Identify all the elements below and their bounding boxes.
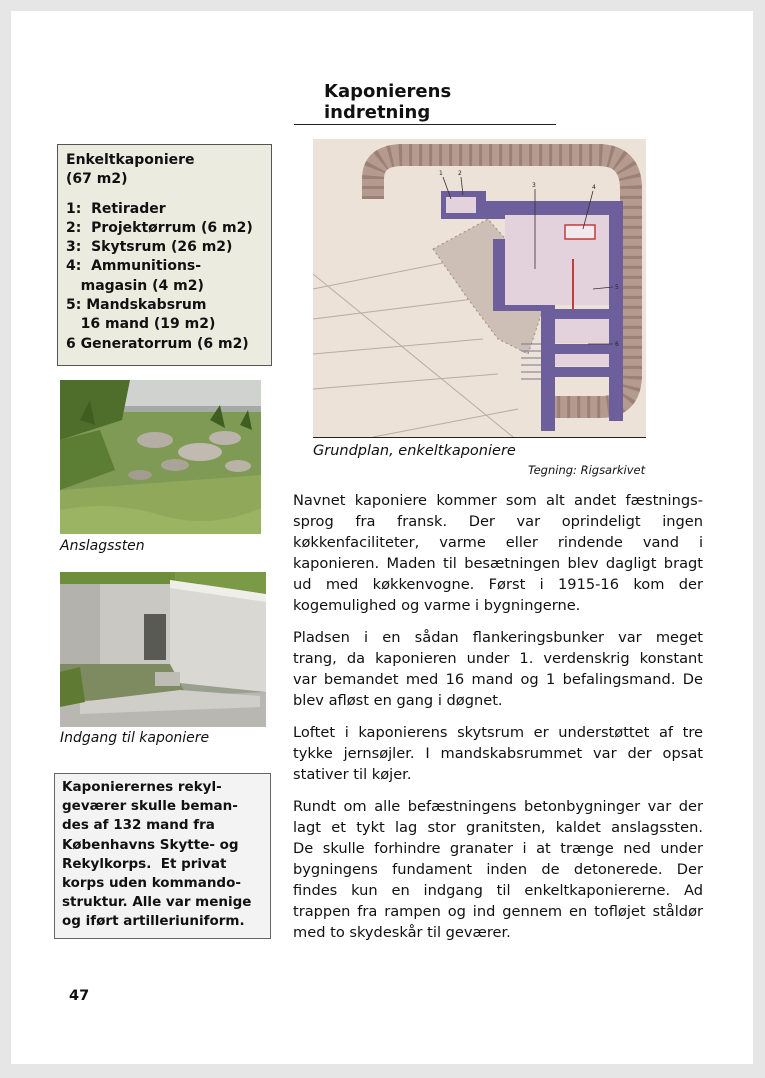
note-line: korps uden kommando-	[62, 875, 241, 892]
note-line: og iført artilleriuniform.	[62, 913, 245, 930]
text-line: Loftet i kaponierens skytsrum er understøttet af tre	[293, 724, 703, 741]
room-list-line: 2: Projektørrum (6 m2)	[66, 219, 253, 236]
floor-plan	[313, 139, 646, 438]
note-line: Rekylkorps. Et privat	[62, 855, 227, 872]
text-line: kogemulighed og varme i bygningerne.	[293, 597, 581, 614]
text-line: var bemandet med 16 mand og 1 befalingsmand. De	[293, 671, 703, 688]
text-line: bygningens fundament inden de detonerede. Der	[293, 861, 703, 878]
note-line: Kaponierernes rekyl-	[62, 779, 222, 795]
plan-label-5: 5	[615, 284, 619, 291]
paragraph	[293, 627, 703, 711]
text-line: trang, da kaponieren under 1. verdenskrig konstant	[293, 650, 703, 667]
text-line: Pladsen i en sådan flankeringsbunker var meget	[293, 629, 703, 646]
text-line: lagt et tykt lag stor granitsten, kaldet anslagssten.	[293, 819, 703, 836]
note-line: des af 132 mand fra	[62, 817, 215, 834]
paragraph	[293, 722, 703, 785]
room-list-line: 4: Ammunitions-	[66, 258, 202, 275]
anslagssten-image	[60, 380, 261, 534]
text-line: ud med køkkenvogne. Først i 1915-16 kom der	[293, 576, 703, 593]
anslagssten-photo	[60, 380, 261, 534]
text-line: sprog fra fransk. Der var oprindeligt ingen	[293, 513, 703, 530]
room-list-line: magasin (4 m2)	[66, 277, 204, 294]
text-line: blev afløst en gang i døgnet.	[293, 692, 503, 709]
room-list-gap	[66, 190, 263, 200]
text-line: kaponieren. Maden til besætningen blev dagligt bragt	[293, 555, 703, 572]
note-line: Københavns Skytte- og	[62, 836, 239, 853]
room-list-line: Enkeltkaponiere	[66, 152, 195, 168]
plan-label-2: 2	[458, 170, 462, 177]
paragraph	[293, 796, 703, 943]
plan-label-4: 4	[592, 184, 596, 191]
paragraph	[293, 490, 703, 616]
text-line: findes kun en indgang til enkeltkaponiererne. Ad	[293, 882, 703, 899]
plan-credit: Tegning: Rigsarkivet	[528, 463, 646, 477]
room-list-line: 6 Generatorrum (6 m2)	[66, 335, 249, 352]
room-list-box	[57, 144, 272, 366]
note-line: geværer skulle beman-	[62, 798, 238, 815]
page-title: Kaponierens indretning	[294, 81, 556, 125]
body-text	[293, 490, 703, 954]
text-line: Navnet kaponiere kommer som alt andet fæstnings-	[293, 492, 703, 509]
text-line: trappen fra rampen og ind gennem en tofløjet ståldør	[293, 903, 703, 920]
text-line: stativer til køjer.	[293, 766, 412, 783]
page-number: 47	[69, 988, 90, 1004]
indgang-caption: Indgang til kaponiere	[60, 730, 210, 746]
text-line: De skulle forhindre granater i at trænge ned under	[293, 840, 703, 857]
indgang-photo	[60, 572, 266, 727]
text-line: med to skydeskår til geværer.	[293, 924, 511, 941]
room-list-line: 1: Retirader	[66, 200, 166, 217]
room-list-line: 3: Skytsrum (26 m2)	[66, 239, 233, 256]
room-list-line: (67 m2)	[66, 171, 128, 188]
anslagssten-caption: Anslagssten	[60, 538, 145, 554]
plan-caption: Grundplan, enkeltkaponiere	[313, 443, 516, 459]
plan-label-3: 3	[532, 182, 536, 189]
text-line: tykke jernsøjler. I mandskabsrummet var der opsat	[293, 745, 703, 762]
floor-plan-drawing	[313, 139, 646, 437]
room-list-line: 16 mand (19 m2)	[66, 316, 216, 333]
text-line: køkkenfaciliteter, varme eller rindende vand i	[293, 534, 703, 551]
plan-label-1: 1	[439, 170, 443, 177]
room-list-line: 5: Mandskabsrum	[66, 297, 207, 314]
text-line: Rundt om alle befæstningens betonbygninger var der	[293, 798, 703, 815]
plan-label-6: 6	[615, 341, 619, 348]
page	[11, 11, 753, 1064]
note-line: struktur. Alle var menige	[62, 894, 252, 911]
indgang-image	[60, 572, 266, 727]
rekyl-note-box	[54, 773, 271, 939]
